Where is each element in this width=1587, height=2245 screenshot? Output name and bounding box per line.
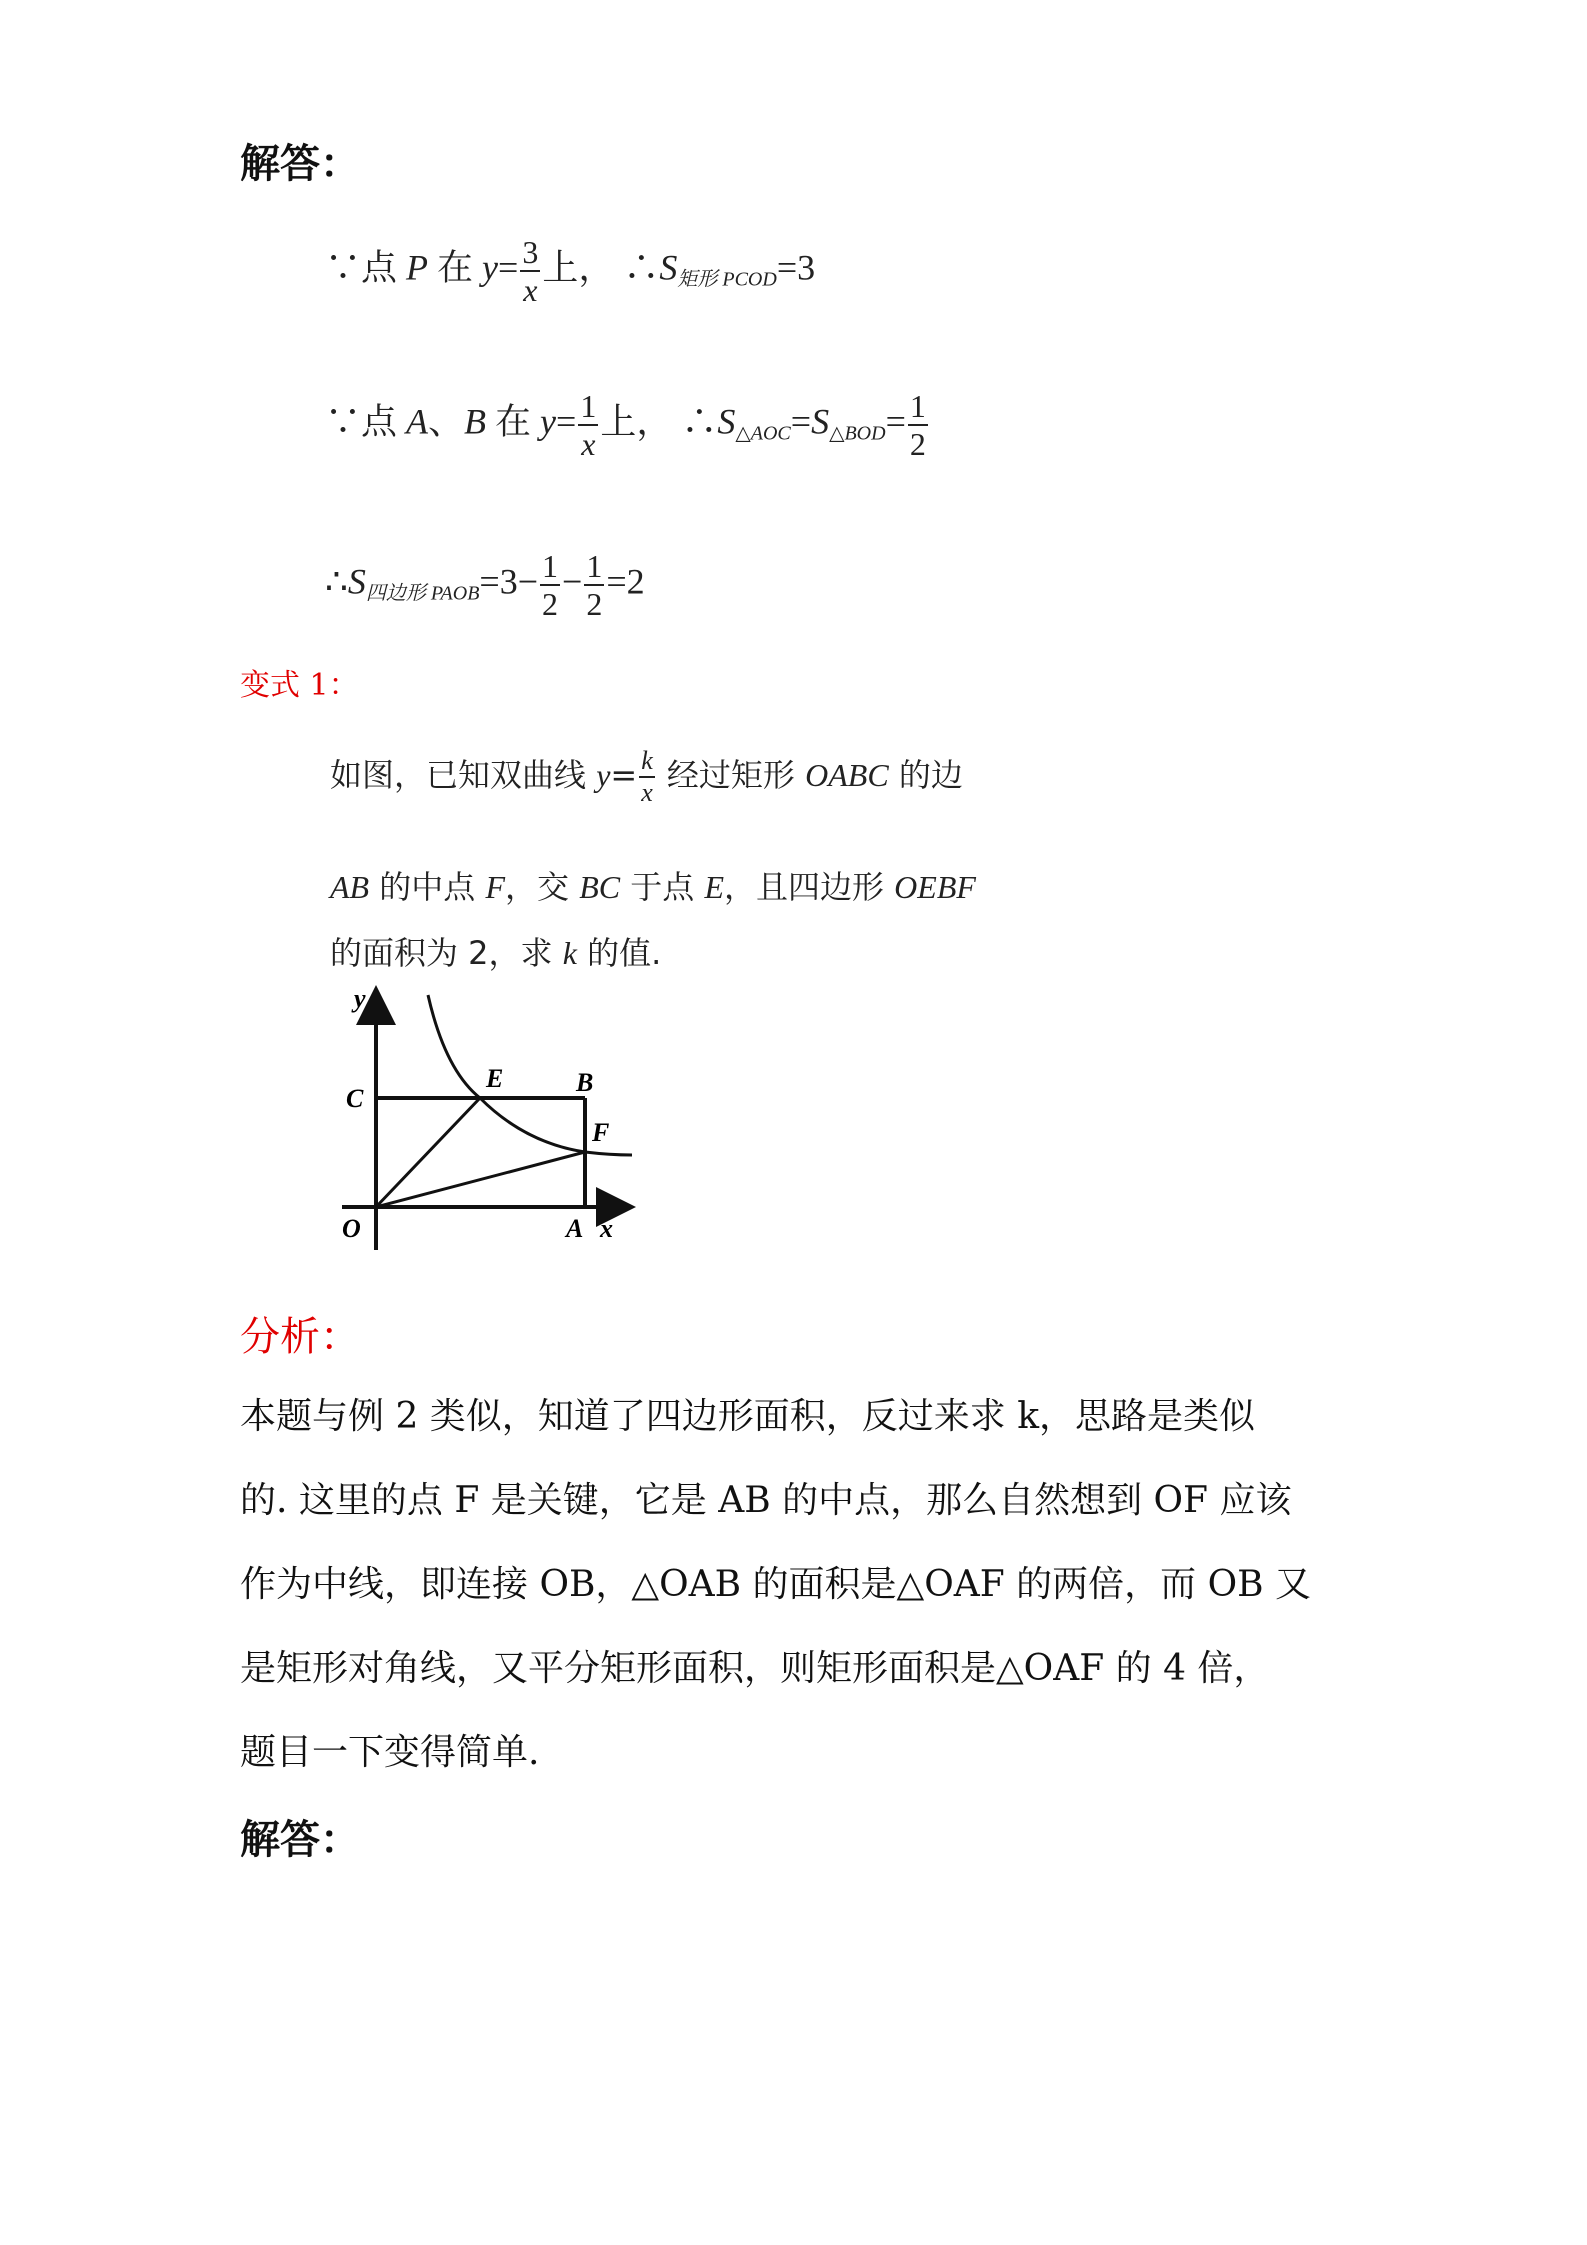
problem-text: ，交 [505,868,570,906]
label-o: O [342,1214,361,1243]
label-f: F [592,1118,610,1147]
fraction-1-over-2 [584,550,604,620]
denominator: x [641,778,653,807]
variant-heading: 变式 1： [240,668,359,703]
analysis-line: 的. 这里的点 F 是关键，它是 AB 的中点，那么自然想到 OF 应该 [240,1480,1292,1521]
area-symbol: S [811,401,830,442]
area-symbol: S [347,561,366,602]
area-subscript-aoc: △AOC [735,422,791,445]
therefore-symbol: ∴ [623,247,660,288]
analysis-line: 本题与例 2 类似，知道了四边形面积，反过来求 k，思路是类似 [240,1396,1256,1437]
therefore-symbol: ∴ [681,401,718,442]
area-value: =3 [776,247,816,288]
label-x: x [600,1214,613,1243]
segment-bc: BC [579,869,621,905]
area-symbol: S [717,401,736,442]
numerator: 1 [542,548,559,584]
denominator: x [581,426,596,462]
therefore-symbol: ∴ [325,561,348,602]
analysis-line: 是矩形对角线，又平分矩形面积，则矩形面积是△OAF 的 4 倍， [240,1648,1270,1689]
problem-text: 的面积为 2，求 [330,934,553,972]
label-a: A [566,1214,584,1243]
segment-of [376,1152,585,1207]
equals: = [498,247,519,288]
minus: − [562,561,583,602]
because-text: ∵点 [325,401,398,442]
point-p: P [406,247,429,288]
k-var: k [562,935,577,971]
problem-text: 的中点 [379,868,476,906]
y-var: y [540,401,557,442]
area-subscript: 矩形 PCOD [677,268,777,291]
hyperbola-rectangle-figure [320,975,650,1260]
fraction-1-over-2 [540,550,560,620]
problem-text: 于点 [630,868,695,906]
analysis-line: 作为中线，即连接 OB，△OAB 的面积是△OAF 的两倍，而 OB 又 [240,1564,1311,1605]
area-subscript: 四边形 PAOB [365,582,480,605]
because-text: ∵点 [325,247,398,288]
problem-text: 经过矩形 [666,756,795,794]
label-y: y [354,984,366,1013]
point-f: F [485,869,505,905]
solution-step-1 [325,236,815,306]
denominator: x [523,272,538,308]
problem-text: 的值. [587,934,662,972]
denominator: 2 [909,426,926,462]
result: =2 [606,561,645,602]
shang-text: 上， [600,401,673,442]
label-c: C [346,1084,364,1113]
analysis-line: 题目一下变得简单. [240,1732,540,1773]
problem-line-1 [330,748,963,806]
point-a: A [406,401,429,442]
expression-start: =3− [479,561,539,602]
equals: = [790,401,812,442]
on-text: 在 [437,247,474,288]
point-e: E [704,869,724,905]
quadrilateral-name: OEBF [894,869,976,905]
numerator: 3 [522,234,539,270]
numerator: k [639,748,655,778]
area-subscript-bod: △BOD [829,422,886,445]
problem-text: 如图，已知双曲线 [330,756,587,794]
area-symbol: S [659,247,678,288]
fraction-1-over-2 [908,390,928,460]
problem-text: 的边 [898,756,963,794]
answer-heading: 解答： [240,140,360,187]
segment-oe [376,1098,480,1207]
separator: 、 [428,401,465,442]
label-e: E [486,1064,504,1093]
problem-line-3 [330,928,661,974]
denominator: 2 [586,586,603,622]
analysis-heading: 分析： [240,1314,360,1360]
equals: = [556,401,577,442]
shang-text: 上， [542,247,615,288]
fraction-3-over-x [520,236,540,306]
point-b: B [464,401,487,442]
solution-step-3 [325,550,645,620]
problem-line-2 [330,862,976,908]
label-b: B [576,1068,594,1097]
equals: = [610,756,638,794]
fraction-k-over-x [639,748,655,806]
answer-heading-2: 解答： [240,1816,360,1863]
fraction-1-over-x [578,390,598,460]
equals: = [885,401,906,442]
numerator: 1 [586,548,603,584]
segment-ab: AB [330,869,370,905]
solution-step-2 [325,390,930,460]
numerator: 1 [580,388,597,424]
numerator: 1 [909,388,926,424]
analysis-paragraph [240,1375,1360,1795]
problem-text: ，且四边形 [723,868,884,906]
y-var: y [596,757,611,793]
y-var: y [482,247,499,288]
on-text: 在 [495,401,532,442]
rectangle-name: OABC [805,757,889,793]
denominator: 2 [542,586,559,622]
